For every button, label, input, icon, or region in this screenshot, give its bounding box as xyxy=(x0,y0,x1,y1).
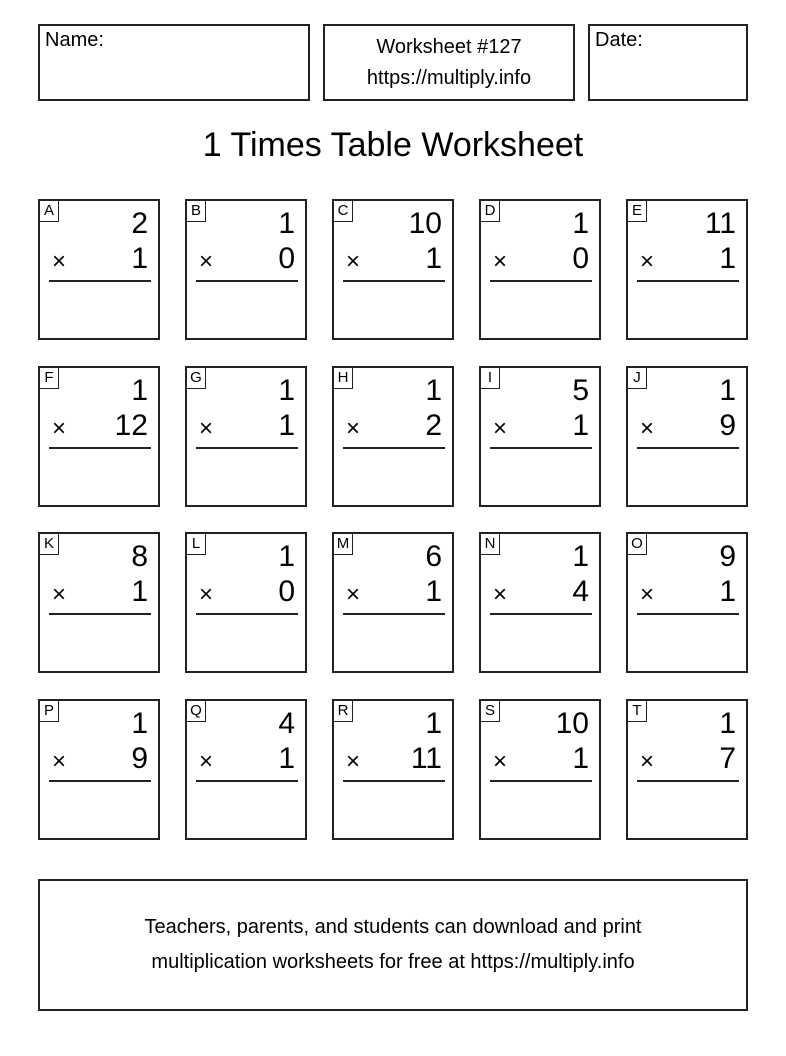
multiplier: 1 xyxy=(131,242,148,275)
multiplier: 1 xyxy=(719,575,736,608)
problem-card[interactable] xyxy=(332,366,454,507)
multiplier: 11 xyxy=(410,742,442,775)
answer-line xyxy=(490,780,592,782)
problem-letter: N xyxy=(480,533,500,555)
answer-line xyxy=(49,280,151,282)
times-sign: × xyxy=(493,748,508,775)
multiplicand: 1 xyxy=(278,207,295,240)
times-sign: × xyxy=(640,748,655,775)
multiplicand: 9 xyxy=(719,540,736,573)
times-sign: × xyxy=(640,581,655,608)
name-field-box[interactable] xyxy=(38,24,310,101)
times-sign: × xyxy=(346,248,361,275)
times-sign: × xyxy=(493,248,508,275)
multiplier: 1 xyxy=(719,242,736,275)
problem-letter: Q xyxy=(186,700,206,722)
footer-line-1: Teachers, parents, and students can download and print xyxy=(144,916,642,938)
times-sign: × xyxy=(199,748,214,775)
problem-letter: K xyxy=(39,533,59,555)
problem-card[interactable] xyxy=(479,699,601,840)
multiplier: 1 xyxy=(278,409,295,442)
footer-box xyxy=(38,879,748,1011)
multiplicand: 6 xyxy=(425,540,442,573)
problem-letter: R xyxy=(333,700,353,722)
multiplier: 0 xyxy=(278,242,295,275)
multiplier: 12 xyxy=(114,409,148,442)
worksheet-number: Worksheet #127 xyxy=(376,36,522,58)
multiplicand: 10 xyxy=(555,707,589,740)
answer-line xyxy=(490,280,592,282)
times-sign: × xyxy=(640,248,655,275)
answer-line xyxy=(637,780,739,782)
multiplicand: 11 xyxy=(704,207,736,240)
times-sign: × xyxy=(346,581,361,608)
problem-card[interactable] xyxy=(479,366,601,507)
answer-line xyxy=(490,447,592,449)
date-label: Date: xyxy=(595,29,643,51)
answer-line xyxy=(637,613,739,615)
multiplier: 1 xyxy=(572,742,589,775)
problem-card[interactable] xyxy=(38,699,160,840)
problem-card[interactable] xyxy=(185,699,307,840)
problem-letter: M xyxy=(333,533,353,555)
answer-line xyxy=(490,613,592,615)
answer-line xyxy=(49,447,151,449)
times-sign: × xyxy=(52,748,67,775)
times-sign: × xyxy=(199,248,214,275)
problem-letter: G xyxy=(186,367,206,389)
multiplicand: 1 xyxy=(572,540,589,573)
times-sign: × xyxy=(52,248,67,275)
times-sign: × xyxy=(52,581,67,608)
multiplier: 1 xyxy=(278,742,295,775)
times-sign: × xyxy=(493,415,508,442)
problem-letter: O xyxy=(627,533,647,555)
answer-line xyxy=(49,780,151,782)
problem-letter: C xyxy=(333,200,353,222)
worksheet-url: https://multiply.info xyxy=(366,67,532,89)
problem-card[interactable] xyxy=(38,366,160,507)
multiplicand: 2 xyxy=(131,207,148,240)
problem-letter: S xyxy=(480,700,500,722)
date-field-box[interactable] xyxy=(588,24,748,101)
multiplicand: 10 xyxy=(408,207,442,240)
multiplier: 7 xyxy=(719,742,736,775)
multiplicand: 1 xyxy=(572,207,589,240)
problem-card[interactable] xyxy=(626,199,748,340)
problem-letter: T xyxy=(627,700,647,722)
times-sign: × xyxy=(52,415,67,442)
answer-line xyxy=(196,447,298,449)
footer-line-2: multiplication worksheets for free at https://multiply.info xyxy=(151,951,635,973)
multiplicand: 1 xyxy=(131,707,148,740)
answer-line xyxy=(196,280,298,282)
answer-line xyxy=(343,780,445,782)
problem-letter: L xyxy=(186,533,206,555)
multiplicand: 1 xyxy=(278,540,295,573)
problem-letter: B xyxy=(186,200,206,222)
problem-card[interactable] xyxy=(479,532,601,673)
problem-card[interactable] xyxy=(626,699,748,840)
worksheet-info-box xyxy=(323,24,575,101)
problem-letter: F xyxy=(39,367,59,389)
multiplier: 1 xyxy=(131,575,148,608)
problem-letter: A xyxy=(39,200,59,222)
problem-card[interactable] xyxy=(332,199,454,340)
problem-card[interactable] xyxy=(185,366,307,507)
multiplicand: 1 xyxy=(425,374,442,407)
problem-letter: J xyxy=(627,367,647,389)
answer-line xyxy=(343,447,445,449)
multiplicand: 5 xyxy=(572,374,589,407)
multiplicand: 1 xyxy=(131,374,148,407)
problem-card[interactable] xyxy=(479,199,601,340)
multiplicand: 1 xyxy=(719,374,736,407)
page-title: 1 Times Table Worksheet xyxy=(202,126,584,164)
multiplier: 0 xyxy=(278,575,295,608)
multiplicand: 4 xyxy=(278,707,295,740)
multiplier: 1 xyxy=(572,409,589,442)
problem-card[interactable] xyxy=(185,532,307,673)
multiplier: 0 xyxy=(572,242,589,275)
multiplier: 1 xyxy=(425,242,442,275)
problem-letter: H xyxy=(333,367,353,389)
multiplier: 4 xyxy=(572,575,589,608)
times-sign: × xyxy=(346,748,361,775)
problem-letter: D xyxy=(480,200,500,222)
answer-line xyxy=(637,280,739,282)
answer-line xyxy=(637,447,739,449)
problem-letter: I xyxy=(480,367,500,389)
multiplier: 9 xyxy=(131,742,148,775)
answer-line xyxy=(49,613,151,615)
multiplicand: 8 xyxy=(131,540,148,573)
name-label: Name: xyxy=(45,29,104,51)
multiplicand: 1 xyxy=(278,374,295,407)
times-sign: × xyxy=(199,581,214,608)
problem-card[interactable] xyxy=(38,532,160,673)
multiplier: 9 xyxy=(719,409,736,442)
multiplicand: 1 xyxy=(425,707,442,740)
problem-card[interactable] xyxy=(626,366,748,507)
problem-card[interactable] xyxy=(626,532,748,673)
problem-card[interactable] xyxy=(332,699,454,840)
multiplier: 2 xyxy=(425,409,442,442)
answer-line xyxy=(343,613,445,615)
times-sign: × xyxy=(640,415,655,442)
multiplicand: 1 xyxy=(719,707,736,740)
multiplier: 1 xyxy=(425,575,442,608)
times-sign: × xyxy=(493,581,508,608)
times-sign: × xyxy=(199,415,214,442)
times-sign: × xyxy=(346,415,361,442)
problem-letter: P xyxy=(39,700,59,722)
problem-card[interactable] xyxy=(185,199,307,340)
problem-letter: E xyxy=(627,200,647,222)
problem-card[interactable] xyxy=(332,532,454,673)
problem-card[interactable] xyxy=(38,199,160,340)
answer-line xyxy=(196,613,298,615)
answer-line xyxy=(196,780,298,782)
answer-line xyxy=(343,280,445,282)
